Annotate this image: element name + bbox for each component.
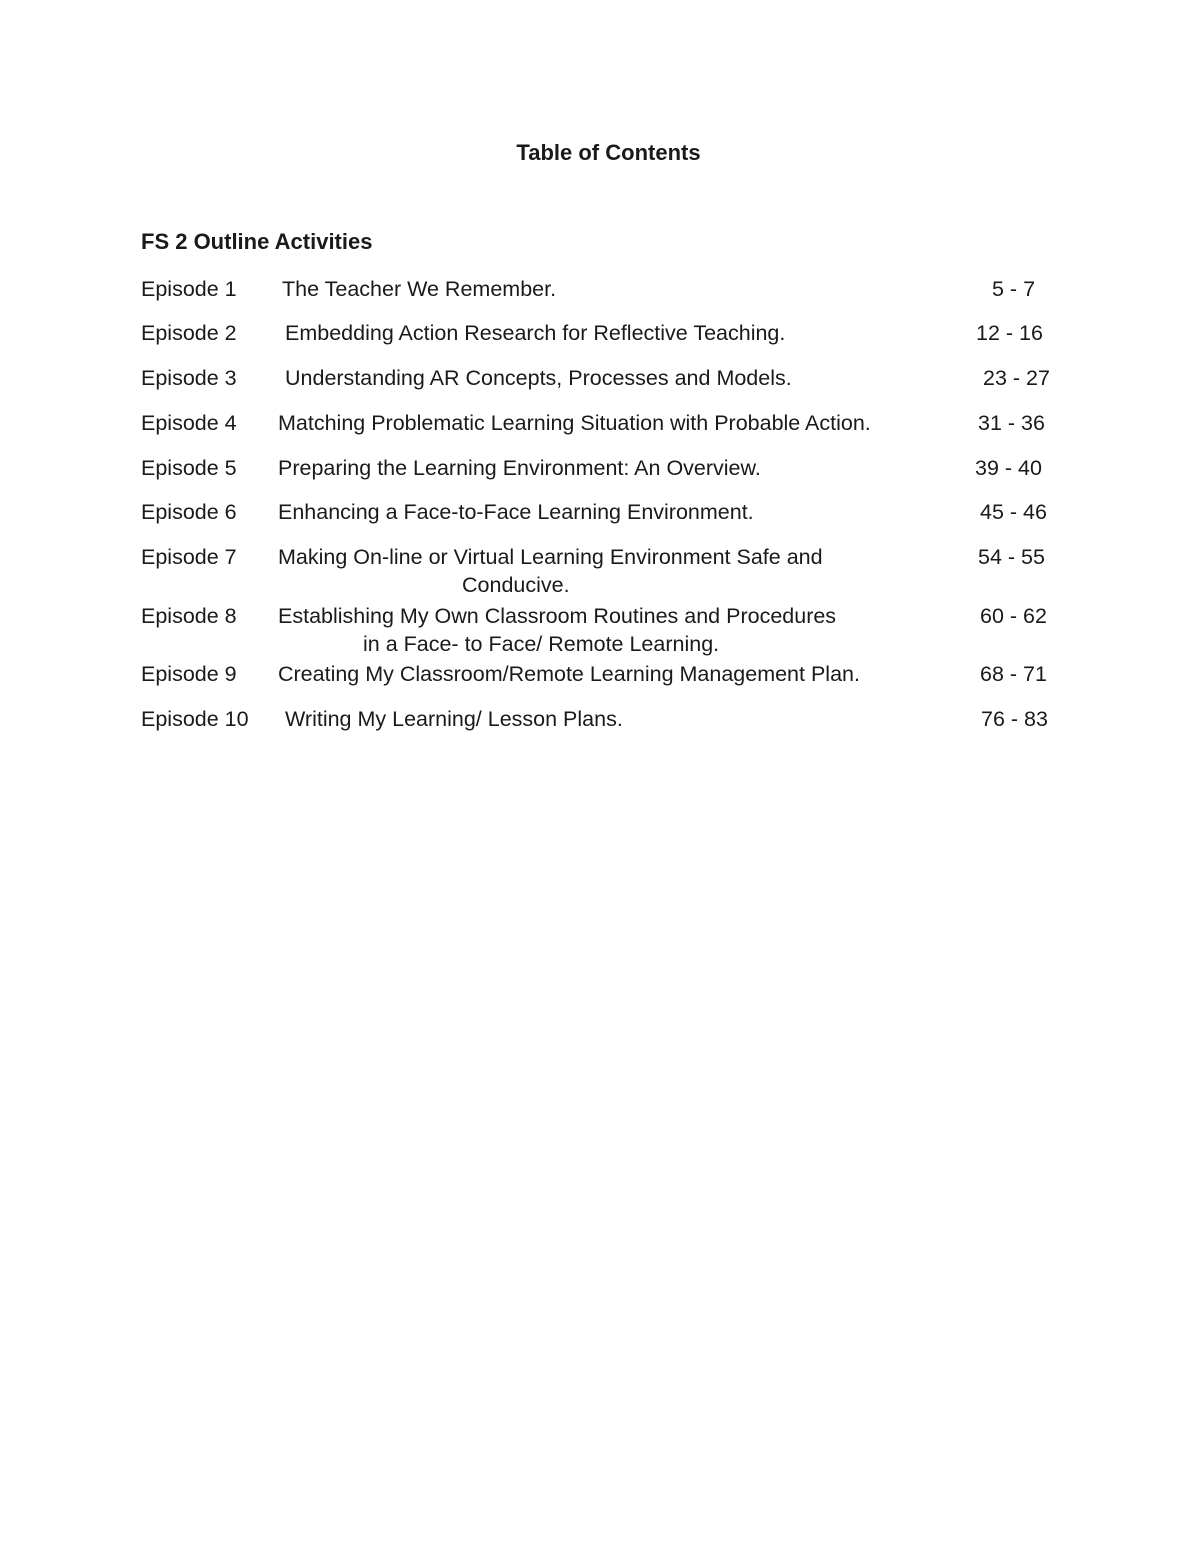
episode-title: The Teacher We Remember. — [282, 277, 557, 301]
episode-pages: 60 - 62 — [980, 604, 1047, 628]
episode-pages: 45 - 46 — [980, 500, 1047, 524]
episode-label: Episode 7 — [141, 545, 237, 569]
episode-label: Episode 2 — [141, 321, 237, 345]
episode-label: Episode 6 — [141, 500, 237, 524]
episode-pages: 23 - 27 — [983, 366, 1050, 390]
episode-label: Episode 4 — [141, 411, 237, 435]
episode-pages: 31 - 36 — [978, 411, 1045, 435]
episode-title: Making On-line or Virtual Learning Environment Safe and — [278, 545, 823, 569]
section-heading: FS 2 Outline Activities — [141, 229, 373, 254]
episode-pages: 5 - 7 — [992, 277, 1036, 301]
episode-label: Episode 5 — [141, 456, 237, 480]
episode-title: Writing My Learning/ Lesson Plans. — [285, 707, 623, 731]
page-title: Table of Contents — [516, 140, 701, 165]
episode-pages: 12 - 16 — [976, 321, 1043, 345]
episode-pages: 68 - 71 — [980, 662, 1047, 686]
toc-entry — [0, 602, 1200, 662]
toc-entry — [0, 543, 1200, 603]
episode-title: Establishing My Own Classroom Routines and Procedures — [278, 604, 837, 628]
episode-title-continued: in a Face- to Face/ Remote Learning. — [363, 632, 720, 656]
episode-label: Episode 9 — [141, 662, 237, 686]
episode-label: Episode 3 — [141, 366, 237, 390]
episode-title-continued: Conducive. — [462, 573, 570, 597]
episode-pages: 54 - 55 — [978, 545, 1045, 569]
episode-title: Preparing the Learning Environment: An Overview. — [278, 456, 761, 480]
episode-label: Episode 8 — [141, 604, 237, 628]
episode-title: Enhancing a Face-to-Face Learning Environment. — [278, 500, 754, 524]
episode-pages: 39 - 40 — [975, 456, 1042, 480]
episode-pages: 76 - 83 — [981, 707, 1048, 731]
episode-title: Matching Problematic Learning Situation with Probable Action. — [278, 411, 871, 435]
episode-title: Understanding AR Concepts, Processes and Models. — [285, 366, 792, 390]
episode-title: Embedding Action Research for Reflective Teaching. — [285, 321, 786, 345]
toc-entry — [0, 705, 1200, 765]
episode-label: Episode 1 — [141, 277, 237, 301]
episode-label: Episode 10 — [141, 707, 249, 731]
episode-title: Creating My Classroom/Remote Learning Management Plan. — [278, 662, 860, 686]
